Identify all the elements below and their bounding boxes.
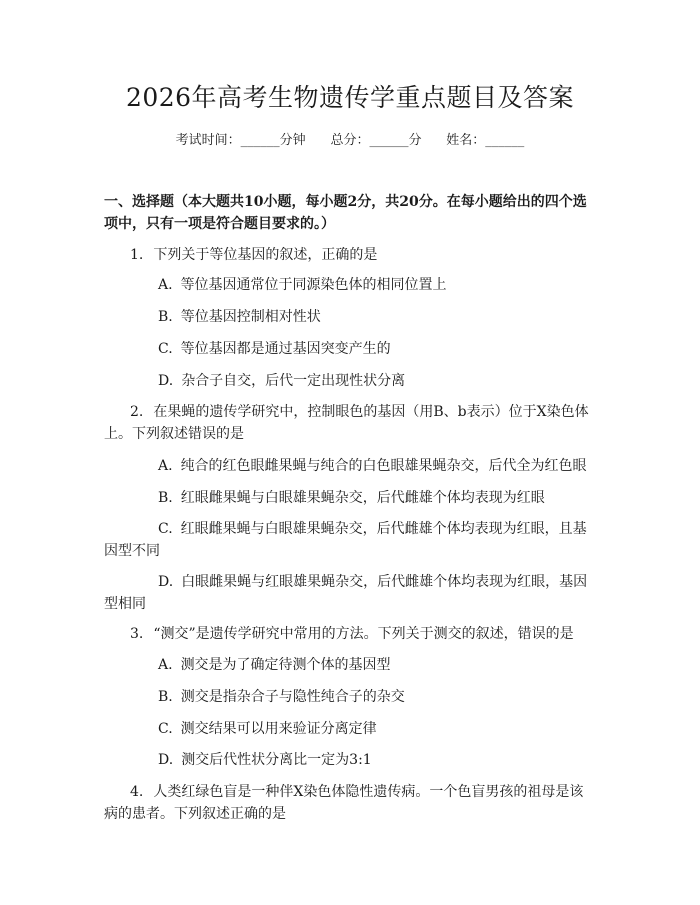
question-stem: 在果蝇的遗传学研究中，控制眼色的基因（用B、b表示）位于X染色体上。下列叙述错误的是 bbox=[104, 404, 589, 442]
question-number: 1. bbox=[130, 247, 144, 263]
option-3d bbox=[104, 749, 592, 771]
option-2c bbox=[104, 518, 592, 562]
option-text: 测交是指杂合子与隐性纯合子的杂交 bbox=[180, 689, 405, 705]
option-text: 纯合的红色眼雌果蝇与纯合的白色眼雄果蝇杂交，后代全为红色眼 bbox=[180, 458, 587, 474]
option-label: B. bbox=[158, 309, 173, 325]
question-2 bbox=[104, 401, 592, 445]
page-title: 2026年高考生物遗传学重点题目及答案 bbox=[125, 83, 575, 112]
question-3 bbox=[104, 623, 592, 645]
student-name-field: 姓名：______ bbox=[446, 133, 525, 148]
option-label: D. bbox=[158, 752, 174, 768]
question-number: 3. bbox=[130, 626, 144, 642]
question-stem: 人类红绿色盲是一种伴X染色体隐性遗传病。一个色盲男孩的祖母是该病的患者。下列叙述正确的是 bbox=[104, 784, 584, 822]
option-1b bbox=[104, 306, 592, 328]
option-label: C. bbox=[158, 521, 173, 537]
option-2d bbox=[104, 571, 592, 615]
total-score-field: 总分：______分 bbox=[330, 133, 422, 148]
option-label: D. bbox=[158, 373, 174, 389]
option-text: 白眼雌果蝇与红眼雄果蝇杂交，后代雌雄个体均表现为红眼，基因型相同 bbox=[104, 574, 588, 612]
question-4 bbox=[104, 781, 592, 825]
option-text: 红眼雌果蝇与白眼雄果蝇杂交，后代雌雄个体均表现为红眼，且基因型不同 bbox=[104, 521, 587, 559]
option-2b bbox=[104, 487, 592, 509]
option-1c bbox=[104, 338, 592, 360]
question-number: 2. bbox=[130, 404, 144, 420]
option-text: 等位基因都是通过基因突变产生的 bbox=[180, 341, 391, 357]
exam-info-line bbox=[0, 130, 700, 152]
option-text: 等位基因通常位于同源染色体的相同位置上 bbox=[180, 277, 447, 293]
option-text: 测交是为了确定待测个体的基因型 bbox=[180, 657, 391, 673]
option-3c bbox=[104, 718, 592, 740]
option-label: A. bbox=[158, 657, 173, 673]
option-1d bbox=[104, 370, 592, 392]
question-1 bbox=[104, 244, 592, 266]
option-3b bbox=[104, 686, 592, 708]
option-label: D. bbox=[158, 574, 174, 590]
option-text: 杂合子自交，后代一定出现性状分离 bbox=[181, 373, 406, 389]
option-text: 等位基因控制相对性状 bbox=[180, 309, 321, 325]
option-text: 红眼雌果蝇与白眼雄果蝇杂交，后代雌雄个体均表现为红眼 bbox=[180, 490, 545, 506]
question-number: 4. bbox=[130, 784, 144, 800]
option-label: A. bbox=[158, 458, 173, 474]
question-stem: 下列关于等位基因的叙述，正确的是 bbox=[153, 247, 378, 263]
exam-time-field: 考试时间：______分钟 bbox=[175, 133, 306, 148]
option-2a bbox=[104, 455, 592, 477]
option-label: B. bbox=[158, 689, 173, 705]
section-heading: 一、选择题（本大题共10小题，每小题2分，共20分。在每小题给出的四个选项中，只有一项是符合题目要求的。） bbox=[104, 194, 587, 232]
option-3a bbox=[104, 654, 592, 676]
option-label: C. bbox=[158, 721, 173, 737]
option-label: C. bbox=[158, 341, 173, 357]
option-text: 测交后代性状分离比一定为3:1 bbox=[181, 752, 372, 768]
option-label: A. bbox=[158, 277, 173, 293]
question-stem: “测交”是遗传学研究中常用的方法。下列关于测交的叙述，错误的是 bbox=[153, 626, 574, 642]
option-text: 测交结果可以用来验证分离定律 bbox=[180, 721, 377, 737]
option-1a bbox=[104, 274, 592, 296]
option-label: B. bbox=[158, 490, 173, 506]
